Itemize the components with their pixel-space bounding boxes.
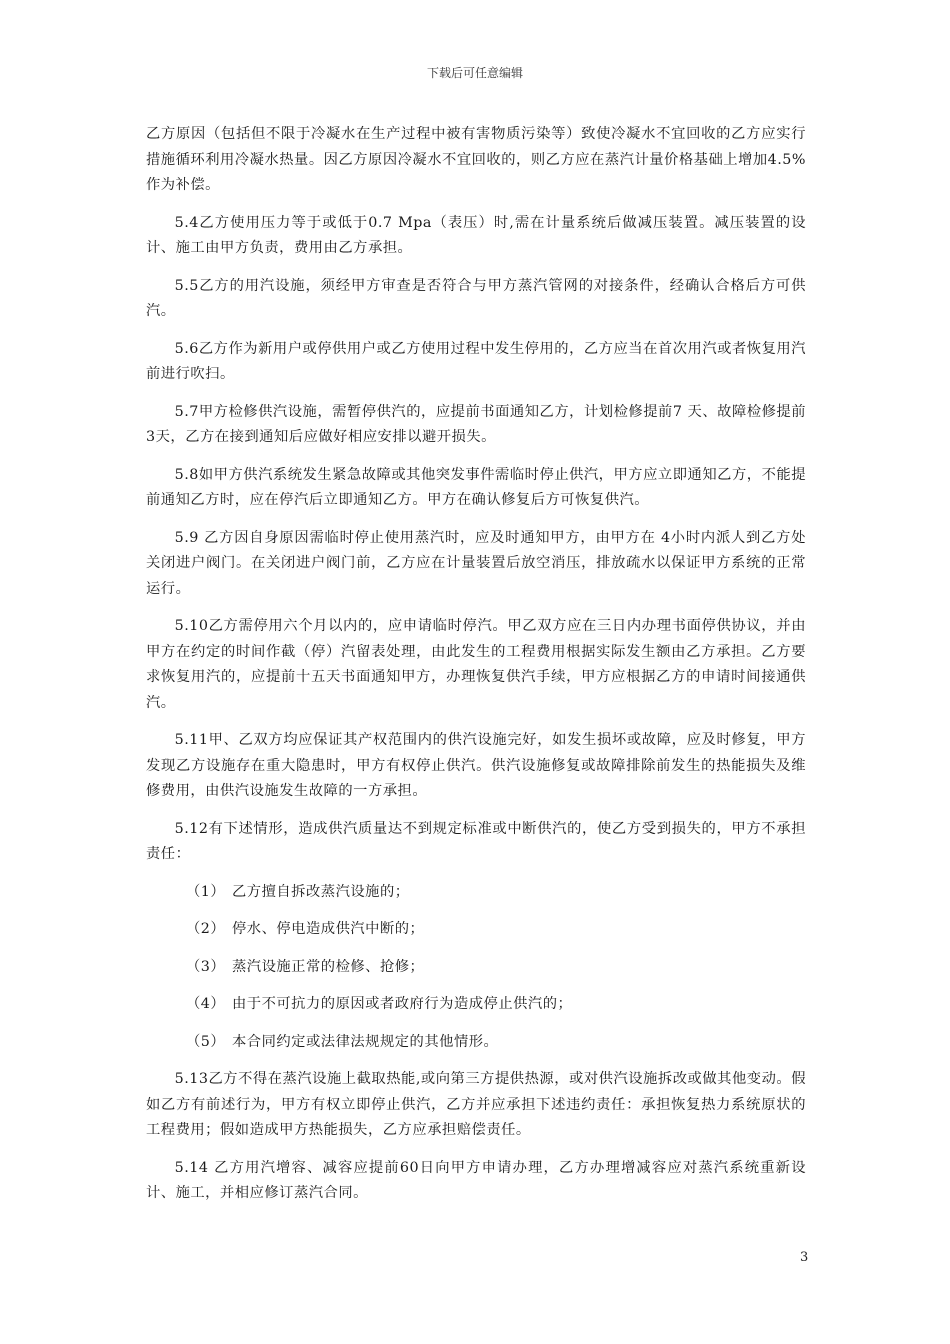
list-item-number: （2）	[186, 921, 226, 937]
list-item-number: （3）	[186, 958, 226, 975]
list-item	[146, 880, 806, 906]
list-item-text: 蒸汽设施正常的检修、抢修；	[232, 958, 425, 975]
paragraph-5-7: 5.7甲方检修供汽设施，需暂停供汽的，应提前书面通知乙方，计划检修提前7 天、故障检修提前3天，乙方在接到通知后应做好相应安排以避开损失。	[146, 403, 806, 445]
list-item-text: 本合同约定或法律法规规定的其他情形。	[232, 1033, 499, 1050]
list-item-number: （1）	[186, 883, 226, 900]
paragraph-5-5: 5.5乙方的用汽设施，须经甲方审查是否符合与甲方蒸汽管网的对接条件，经确认合格后方可供汽。	[146, 277, 806, 319]
paragraph-5-11: 5.11甲、乙双方均应保证其产权范围内的供汽设施完好，如发生损坏或故障，应及时修复，甲方发现乙方设施存在重大隐患时，甲方有权停止供汽。供汽设施修复或故障排除前发生的热能损失及维修费用，由供汽设施发生故障的一方承担。	[146, 732, 806, 799]
document-body	[146, 122, 806, 1219]
list-item-text: 停水、停电造成供汽中断的；	[232, 921, 425, 937]
page-header: 下载后可任意编辑	[426, 66, 523, 80]
paragraph-5-13: 5.13乙方不得在蒸汽设施上截取热能,或向第三方提供热源，或对供汽设施拆改或做其他变动。假如乙方有前述行为，甲方有权立即停止供汽，乙方并应承担下述违约责任：承担恢复热力系统原状的工程费用；假如造成甲方热能损失，乙方应承担赔偿责任。	[146, 1071, 806, 1138]
paragraph-5-9: 5.9 乙方因自身原因需临时停止使用蒸汽时，应及时通知甲方，由甲方在 4小时内派人到乙方处关闭进户阀门。在关闭进户阀门前，乙方应在计量装置后放空消压，排放疏水以保证甲方系统的正常运行。	[146, 529, 806, 597]
list-item	[146, 955, 806, 981]
list-item-number: （4）	[186, 996, 226, 1012]
list-item	[146, 992, 806, 1018]
list-item	[146, 917, 806, 943]
list-item-text: 乙方擅自拆改蒸汽设施的；	[232, 883, 410, 900]
paragraph-5-8: 5.8如甲方供汽系统发生紧急故障或其他突发事件需临时停止供汽，甲方应立即通知乙方，不能提前通知乙方时，应在停汽后立即通知乙方。甲方在确认修复后方可恢复供汽。	[146, 466, 806, 508]
list-item-text: 由于不可抗力的原因或者政府行为造成停止供汽的；	[232, 996, 573, 1012]
paragraph-5-10: 5.10乙方需停用六个月以内的，应申请临时停汽。甲乙双方应在三日内办理书面停供协议，并由甲方在约定的时间作截（停）汽留表处理，由此发生的工程费用根据实际发生额由乙方承担。乙方要求恢复用汽的，应提前十五天书面通知甲方，办理恢复供汽手续，甲方应根据乙方的申请时间接通供汽。	[146, 618, 806, 711]
paragraph-condensate: 乙方原因（包括但不限于冷凝水在生产过程中被有害物质污染等）致使冷凝水不宜回收的乙方应实行措施循环利用冷凝水热量。因乙方原因冷凝水不宜回收的，则乙方应在蒸汽计量价格基础上增加4.5%作为补偿。	[146, 126, 806, 193]
paragraph-5-6: 5.6乙方作为新用户或停供用户或乙方使用过程中发生停用的，乙方应当在首次用汽或者恢复用汽前进行吹扫。	[146, 340, 806, 382]
list-item	[146, 1030, 806, 1056]
paragraph-5-4: 5.4乙方使用压力等于或低于0.7 Mpa（表压）时,需在计量系统后做减压装置。减压装置的设计、施工由甲方负责，费用由乙方承担。	[146, 214, 806, 256]
paragraph-5-14: 5.14 乙方用汽增容、减容应提前60日向甲方申请办理，乙方办理增减容应对蒸汽系统重新设计、施工，并相应修订蒸汽合同。	[146, 1159, 806, 1201]
list-item-number: （5）	[186, 1033, 226, 1050]
page-number: 3	[800, 1250, 809, 1265]
paragraph-5-12: 5.12有下述情形，造成供汽质量达不到规定标准或中断供汽的，使乙方受到损失的，甲方不承担责任：	[146, 820, 806, 862]
